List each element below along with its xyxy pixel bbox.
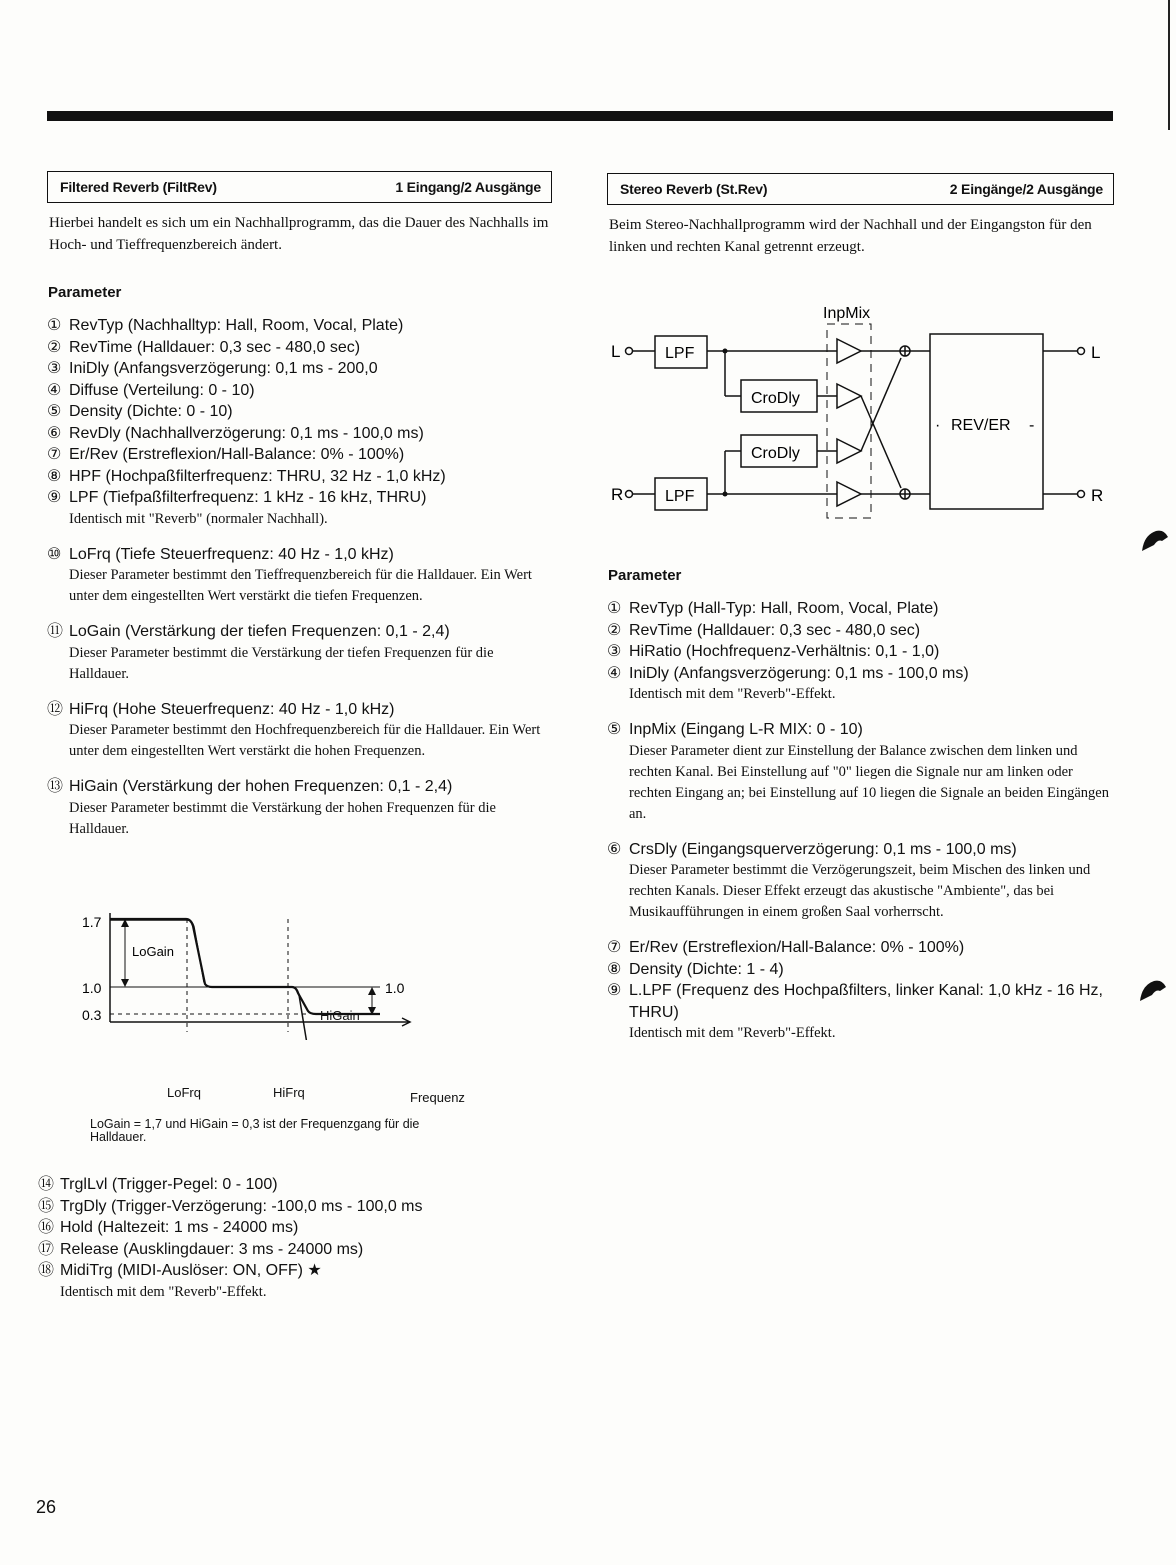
param-item: ⑥ RevDly (Nachhallverzögerung: 0,1 ms - 100,0 ms)	[47, 424, 424, 442]
input-r-label: R	[611, 485, 624, 504]
param-item: ⑤ Density (Dichte: 0 - 10)	[47, 403, 233, 420]
output-l-label: L	[1091, 343, 1101, 362]
lpf-l-label: LPF	[665, 345, 695, 362]
param-item: ⑯ Hold (Haltezeit: 1 ms - 24000 ms)	[38, 1219, 299, 1236]
right-params	[607, 567, 1117, 1044]
param-item: ⑩ LoFrq (Tiefe Steuerfrequenz: 40 Hz - 1,0 kHz)	[47, 545, 394, 563]
section-io: 1 Eingang/2 Ausgänge	[395, 179, 541, 195]
param-item: ④ IniDly (Anfangsverzögerung: 0,1 ms - 100,0 ms)	[607, 664, 969, 682]
param-item: ⑨ LPF (Tiefpaßfilterfrequenz: 1 kHz - 16 kHz, THRU)	[47, 489, 427, 506]
top-rule	[47, 111, 1113, 121]
lpf-r-label: LPF	[665, 488, 695, 505]
y-tick: 1.0	[82, 980, 102, 996]
amp-3	[837, 439, 861, 463]
input-r-terminal	[626, 491, 633, 498]
page-number: 26	[36, 1497, 57, 1517]
input-l-terminal	[626, 348, 633, 355]
parameter-list-c	[38, 1174, 558, 1303]
param-description: Dieser Parameter bestimmt die Verstärkung der tiefen Frequenzen für die Halldauer.	[69, 644, 494, 682]
crodly-top-label: CroDly	[751, 390, 800, 407]
param-item: ⑫ HiFrq (Hohe Steuerfrequenz: 40 Hz - 1,0 kHz)	[47, 700, 395, 718]
rev-er-label: REV/ER	[951, 417, 1011, 434]
input-l-label: L	[611, 342, 621, 361]
param-note: Identisch mit "Reverb" (normaler Nachhall).	[69, 510, 328, 527]
left-column	[47, 171, 552, 840]
higain-label: HiGain	[320, 1008, 360, 1023]
param-description: Dieser Parameter bestimmt die Verstärkung der hohen Frequenzen für die Halldauer.	[69, 799, 496, 837]
stereo-reverb-block-diagram	[605, 296, 1115, 531]
param-item: ⑰ Release (Ausklingdauer: 3 ms - 24000 ms)	[38, 1240, 364, 1258]
section-header-stereo-reverb	[607, 173, 1114, 205]
param-item: ⑨ L.LPF (Frequenz des Hochpaßfilters, linker Kanal: 1,0 kHz - 16 Hz, THRU)	[607, 982, 1103, 1021]
param-note: Identisch mit dem "Reverb"-Effekt.	[60, 1283, 267, 1300]
y-tick: 1.7	[82, 914, 102, 930]
param-item: ⑤ InpMix (Eingang L-R MIX: 0 - 10)	[607, 721, 863, 738]
logain-label: LoGain	[132, 944, 174, 959]
output-l-terminal	[1078, 348, 1085, 355]
param-item: ⑦ Er/Rev (Erstreflexion/Hall-Balance: 0% - 100%)	[607, 939, 965, 956]
parameter-heading: Parameter	[608, 567, 682, 584]
param-description: Dieser Parameter dient zur Einstellung der Balance zwischen dem linken und rechten Kanal. Bei Einstellung auf "0" liegen die Signale nur am linken oder rechten Eingang an; bei Einstellung auf 10 liegen die Signale an beiden Eingängen an.	[629, 742, 1109, 822]
intro-text: Hierbei handelt es sich um ein Nachhallprogramm, das die Dauer des Nachhalls im Hoch- und Tieffrequenzbereich ändert.	[49, 215, 549, 253]
right-column	[607, 173, 1114, 258]
param-item: ⑱ MidiTrg (MIDI-Auslöser: ON, OFF) ★	[38, 1262, 322, 1279]
svg-text:-: -	[1029, 417, 1035, 434]
x-label-lofrq: LoFrq	[167, 1085, 201, 1100]
thumb-tab-mark	[1140, 527, 1170, 553]
param-item: ⑬ HiGain (Verstärkung der hohen Frequenzen: 0,1 - 2,4)	[47, 778, 453, 795]
param-description: Dieser Parameter bestimmt den Tieffrequenzbereich für die Halldauer. Ein Wert unter dem eingestellten Wert verstärkt die tiefen Frequenzen.	[69, 567, 532, 604]
param-item: ⑪ LoGain (Verstärkung der tiefen Frequenzen: 0,1 - 2,4)	[47, 623, 450, 640]
section-io: 2 Eingänge/2 Ausgänge	[949, 181, 1103, 197]
amp-4	[837, 482, 861, 506]
param-item: ③ IniDly (Anfangsverzögerung: 0,1 ms - 200,0	[47, 360, 378, 377]
output-r-label: R	[1091, 486, 1104, 505]
section-title: Stereo Reverb (St.Rev)	[620, 181, 768, 197]
svg-text:·: ·	[935, 417, 941, 434]
param-item: ⑦ Er/Rev (Erstreflexion/Hall-Balance: 0% - 100%)	[47, 446, 405, 463]
param-item: ① RevTyp (Hall-Typ: Hall, Room, Vocal, Plate)	[607, 600, 939, 617]
parameter-list-b	[47, 544, 552, 840]
param-item: ③ HiRatio (Hochfrequenz-Verhältnis: 0,1 - 1,0)	[607, 643, 940, 660]
parameter-list	[47, 315, 552, 530]
param-item: ⑥ CrsDly (Eingangsquerverzögerung: 0,1 ms - 100,0 ms)	[607, 840, 1017, 858]
param-item: ② RevTime (Halldauer: 0,3 sec - 480,0 sec)	[607, 621, 921, 639]
param-item: ⑮ TrgDly (Trigger-Verzögerung: -100,0 ms - 100,0 ms	[38, 1197, 423, 1215]
param-item: ⑭ TrglLvl (Trigger-Pegel: 0 - 100)	[38, 1176, 278, 1193]
y-tick: 0.3	[82, 1007, 102, 1023]
amp-2	[837, 384, 861, 408]
amp-1	[837, 339, 861, 363]
parameter-heading: Parameter	[48, 284, 122, 301]
param-item: ① RevTyp (Nachhalltyp: Hall, Room, Vocal, Plate)	[47, 317, 404, 334]
output-r-terminal	[1078, 491, 1085, 498]
parameter-list	[607, 598, 1117, 1044]
intro-text: Beim Stereo-Nachhallprogramm wird der Nachhall und der Eingangston für den linken und rechten Kanal getrennt erzeugt.	[609, 217, 1092, 255]
param-item: ④ Diffuse (Verteilung: 0 - 10)	[47, 381, 255, 399]
inpmix-dashed-box	[827, 324, 871, 518]
thumb-tab-mark	[1138, 977, 1168, 1003]
param-note: Identisch mit dem "Reverb"-Effekt.	[629, 1025, 836, 1041]
param-note: Identisch mit dem "Reverb"-Effekt.	[629, 686, 836, 702]
x-label-hifrq: HiFrq	[273, 1085, 305, 1100]
level-label: 1.0	[385, 980, 405, 996]
crodly-bottom-label: CroDly	[751, 445, 800, 462]
inpmix-label: InpMix	[823, 305, 871, 322]
param-item: ⑧ Density (Dichte: 1 - 4)	[607, 960, 784, 978]
param-description: Dieser Parameter bestimmt den Hochfrequenzbereich für die Halldauer. Ein Wert unter dem eingestellten Wert verstärkt die hohen Frequenzen.	[69, 722, 541, 759]
frequency-response-graph	[70, 905, 490, 1040]
param-item: ⑧ HPF (Hochpaßfilterfrequenz: THRU, 32 Hz - 1,0 kHz)	[47, 467, 446, 485]
x-axis-label: Frequenz	[410, 1090, 465, 1105]
section-header-filtered-reverb	[47, 171, 552, 203]
param-item: ② RevTime (Halldauer: 0,3 sec - 480,0 sec)	[47, 338, 361, 356]
page-edge-line	[1168, 0, 1170, 130]
graph-caption: LoGain = 1,7 und HiGain = 0,3 ist der Frequenzgang für die Halldauer.	[90, 1117, 420, 1144]
param-description: Dieser Parameter bestimmt die Verzögerungszeit, beim Mischen des linken und rechten Kanals. Dieser Effekt erzeugt das akustische "Ambiente", das bei Musikaufführungen in einem großen Saal vorherrscht.	[629, 862, 1091, 920]
response-line	[110, 919, 380, 1014]
section-title: Filtered Reverb (FiltRev)	[60, 179, 217, 195]
